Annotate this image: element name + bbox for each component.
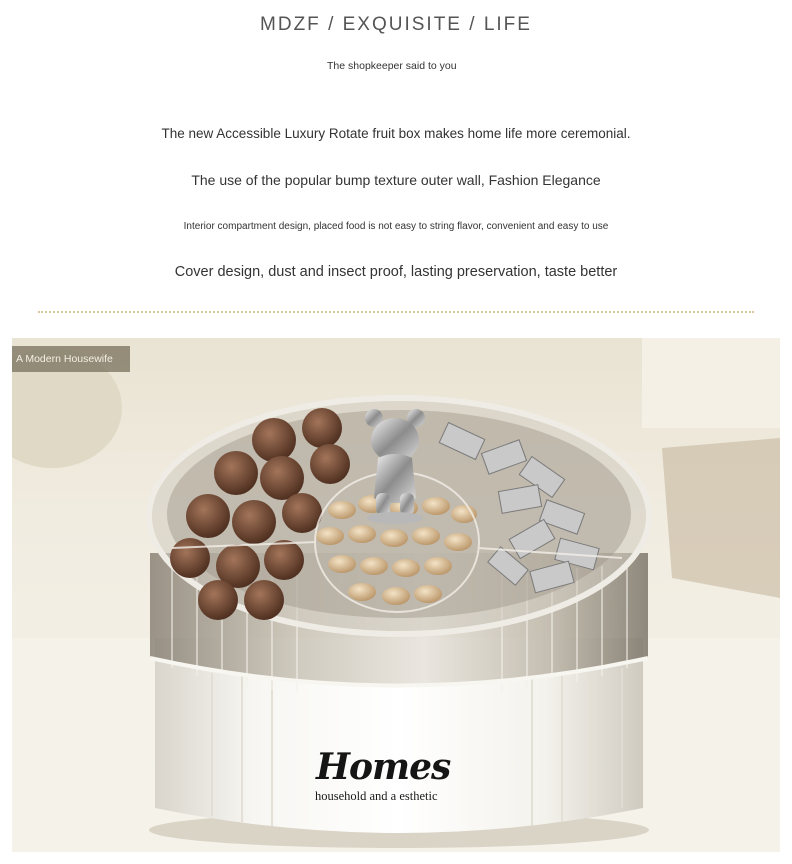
product-logo: Homes: [316, 746, 451, 788]
feature-line-4: Cover design, dust and insect proof, lasting preservation, taste better: [174, 264, 618, 280]
dotted-divider: [38, 311, 754, 313]
photo-tag-label: A Modern Housewife: [12, 346, 130, 372]
shopkeeper-note: The shopkeeper said to you: [327, 60, 457, 72]
feature-line-3: Interior compartment design, placed food is not easy to string flavor, convenient and easy to use: [183, 221, 609, 232]
feature-line-2: The use of the popular bump texture outer wall, Fashion Elegance: [191, 172, 601, 188]
brand-title: MDZF / EXQUISITE / LIFE: [260, 14, 532, 35]
product-slogan: household and a esthetic: [315, 789, 438, 803]
product-photo: [12, 338, 780, 852]
feature-line-1: The new Accessible Luxury Rotate fruit box makes home life more ceremonial.: [161, 126, 631, 141]
